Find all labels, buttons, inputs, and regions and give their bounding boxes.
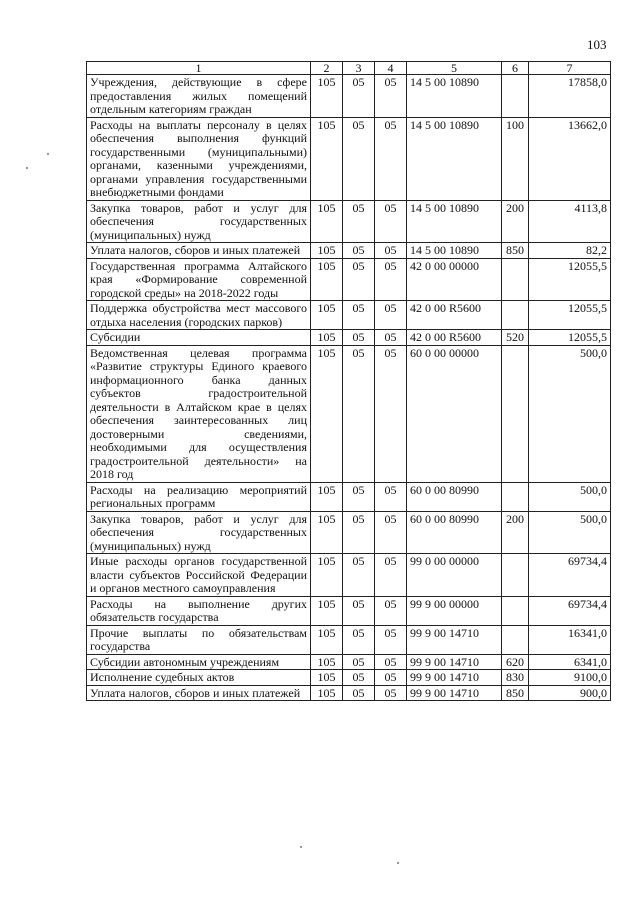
cell-csr: 99 9 00 14710 — [407, 670, 502, 686]
cell-pr: 05 — [375, 511, 407, 554]
cell-gr: 105 — [311, 117, 343, 200]
cell-vr — [502, 554, 529, 597]
cell-vr: 100 — [502, 117, 529, 200]
cell-pr: 05 — [375, 243, 407, 259]
cell-pr: 05 — [375, 330, 407, 346]
cell-sum: 82,2 — [529, 243, 611, 259]
cell-pr: 05 — [375, 200, 407, 243]
cell-name: Закупка товаров, работ и услуг для обеспечения государственных (муниципальных) нужд — [87, 200, 311, 243]
cell-name: Поддержка обустройства мест массового отдыха населения (городских парков) — [87, 301, 311, 330]
cell-pr: 05 — [375, 345, 407, 482]
cell-sum: 6341,0 — [529, 654, 611, 670]
table-row — [87, 625, 611, 654]
table-row — [87, 596, 611, 625]
cell-pr: 05 — [375, 117, 407, 200]
cell-pr: 05 — [375, 258, 407, 301]
cell-vr — [502, 625, 529, 654]
cell-name: Иные расходы органов государственной власти субъектов Российской Федерации и органов местного самоуправления — [87, 554, 311, 597]
cell-vr — [502, 345, 529, 482]
cell-sum: 500,0 — [529, 345, 611, 482]
cell-csr: 99 9 00 14710 — [407, 685, 502, 701]
table-row — [87, 258, 611, 301]
cell-vr — [502, 258, 529, 301]
cell-gr: 105 — [311, 345, 343, 482]
cell-vr: 850 — [502, 685, 529, 701]
column-header: 3 — [343, 62, 375, 75]
cell-vr: 850 — [502, 243, 529, 259]
cell-gr: 105 — [311, 670, 343, 686]
table-row — [87, 345, 611, 482]
column-header: 2 — [311, 62, 343, 75]
cell-vr: 620 — [502, 654, 529, 670]
cell-pr: 05 — [375, 625, 407, 654]
table-row — [87, 243, 611, 259]
cell-gr: 105 — [311, 243, 343, 259]
table-row — [87, 200, 611, 243]
cell-name: Расходы на реализацию мероприятий региональных программ — [87, 482, 311, 511]
cell-rz: 05 — [343, 75, 375, 118]
cell-name: Закупка товаров, работ и услуг для обеспечения государственных (муниципальных) нужд — [87, 511, 311, 554]
cell-rz: 05 — [343, 670, 375, 686]
cell-csr: 99 9 00 00000 — [407, 596, 502, 625]
cell-sum: 13662,0 — [529, 117, 611, 200]
cell-gr: 105 — [311, 75, 343, 118]
cell-gr: 105 — [311, 654, 343, 670]
cell-gr: 105 — [311, 301, 343, 330]
cell-gr: 105 — [311, 330, 343, 346]
cell-name: Прочие выплаты по обязательствам государства — [87, 625, 311, 654]
page-number: 103 — [587, 37, 607, 52]
cell-rz: 05 — [343, 625, 375, 654]
cell-gr: 105 — [311, 596, 343, 625]
cell-sum: 500,0 — [529, 511, 611, 554]
cell-rz: 05 — [343, 482, 375, 511]
cell-name: Расходы на выплаты персоналу в целях обеспечения выполнения функций государственными (муниципальными) органами, казенными учреждениями, органами управления государственными внебюджетными фондами — [87, 117, 311, 200]
cell-csr: 42 0 00 R5600 — [407, 330, 502, 346]
scan-speck — [300, 846, 302, 848]
cell-name: Уплата налогов, сборов и иных платежей — [87, 243, 311, 259]
table-row — [87, 654, 611, 670]
cell-gr: 105 — [311, 482, 343, 511]
cell-csr: 14 5 00 10890 — [407, 243, 502, 259]
cell-csr: 60 0 00 80990 — [407, 482, 502, 511]
cell-sum: 12055,5 — [529, 330, 611, 346]
cell-csr: 42 0 00 00000 — [407, 258, 502, 301]
cell-pr: 05 — [375, 301, 407, 330]
cell-gr: 105 — [311, 258, 343, 301]
cell-name: Исполнение судебных актов — [87, 670, 311, 686]
scan-speck — [26, 167, 28, 169]
cell-sum: 500,0 — [529, 482, 611, 511]
table-row — [87, 554, 611, 597]
column-header: 5 — [407, 62, 502, 75]
cell-vr — [502, 596, 529, 625]
cell-sum: 9100,0 — [529, 670, 611, 686]
table-header-row — [87, 62, 611, 75]
cell-name: Субсидии автономным учреждениям — [87, 654, 311, 670]
budget-table — [86, 61, 611, 701]
cell-vr — [502, 301, 529, 330]
cell-gr: 105 — [311, 554, 343, 597]
cell-gr: 105 — [311, 625, 343, 654]
table-row — [87, 117, 611, 200]
scan-speck — [47, 153, 49, 155]
cell-name: Расходы на выполнение других обязательств государства — [87, 596, 311, 625]
cell-csr: 14 5 00 10890 — [407, 200, 502, 243]
cell-vr: 200 — [502, 200, 529, 243]
cell-vr — [502, 482, 529, 511]
cell-sum: 12055,5 — [529, 301, 611, 330]
cell-pr: 05 — [375, 685, 407, 701]
cell-csr: 14 5 00 10890 — [407, 117, 502, 200]
cell-csr: 42 0 00 R5600 — [407, 301, 502, 330]
cell-pr: 05 — [375, 596, 407, 625]
cell-pr: 05 — [375, 670, 407, 686]
column-header: 1 — [87, 62, 311, 75]
cell-sum: 69734,4 — [529, 554, 611, 597]
cell-gr: 105 — [311, 511, 343, 554]
cell-rz: 05 — [343, 554, 375, 597]
cell-rz: 05 — [343, 243, 375, 259]
cell-sum: 69734,4 — [529, 596, 611, 625]
cell-rz: 05 — [343, 200, 375, 243]
column-header: 7 — [529, 62, 611, 75]
cell-csr: 99 0 00 00000 — [407, 554, 502, 597]
cell-rz: 05 — [343, 301, 375, 330]
cell-sum: 17858,0 — [529, 75, 611, 118]
cell-name: Государственная программа Алтайского края «Формирование современной городской среды» на 2018-2022 годы — [87, 258, 311, 301]
cell-csr: 99 9 00 14710 — [407, 654, 502, 670]
table-row — [87, 670, 611, 686]
table-row — [87, 511, 611, 554]
cell-csr: 60 0 00 00000 — [407, 345, 502, 482]
cell-csr: 60 0 00 80990 — [407, 511, 502, 554]
cell-rz: 05 — [343, 654, 375, 670]
cell-name: Уплата налогов, сборов и иных платежей — [87, 685, 311, 701]
cell-pr: 05 — [375, 75, 407, 118]
cell-name: Субсидии — [87, 330, 311, 346]
cell-vr: 830 — [502, 670, 529, 686]
table-row — [87, 330, 611, 346]
table-row — [87, 75, 611, 118]
scan-speck — [397, 862, 399, 864]
table-row — [87, 482, 611, 511]
cell-gr: 105 — [311, 200, 343, 243]
column-header: 4 — [375, 62, 407, 75]
cell-csr: 14 5 00 10890 — [407, 75, 502, 118]
column-header: 6 — [502, 62, 529, 75]
cell-rz: 05 — [343, 345, 375, 482]
cell-sum: 12055,5 — [529, 258, 611, 301]
cell-gr: 105 — [311, 685, 343, 701]
cell-rz: 05 — [343, 330, 375, 346]
cell-name: Учреждения, действующие в сфере предоставления жилых помещений отдельным категориям граждан — [87, 75, 311, 118]
cell-rz: 05 — [343, 685, 375, 701]
cell-vr: 520 — [502, 330, 529, 346]
cell-rz: 05 — [343, 511, 375, 554]
cell-pr: 05 — [375, 554, 407, 597]
cell-sum: 4113,8 — [529, 200, 611, 243]
cell-sum: 16341,0 — [529, 625, 611, 654]
table-row — [87, 685, 611, 701]
cell-vr — [502, 75, 529, 118]
cell-rz: 05 — [343, 117, 375, 200]
cell-sum: 900,0 — [529, 685, 611, 701]
cell-pr: 05 — [375, 654, 407, 670]
cell-pr: 05 — [375, 482, 407, 511]
cell-csr: 99 9 00 14710 — [407, 625, 502, 654]
cell-name: Ведомственная целевая программа «Развитие структуры Единого краевого информационного банка данных субъектов градостроительной деятельности в Алтайском крае в целях обеспечения заинтересованных лиц достоверными сведениями, необходимыми для осуществления градостроительной деятельности» на 2018 год — [87, 345, 311, 482]
cell-rz: 05 — [343, 596, 375, 625]
cell-vr: 200 — [502, 511, 529, 554]
cell-rz: 05 — [343, 258, 375, 301]
table-row — [87, 301, 611, 330]
